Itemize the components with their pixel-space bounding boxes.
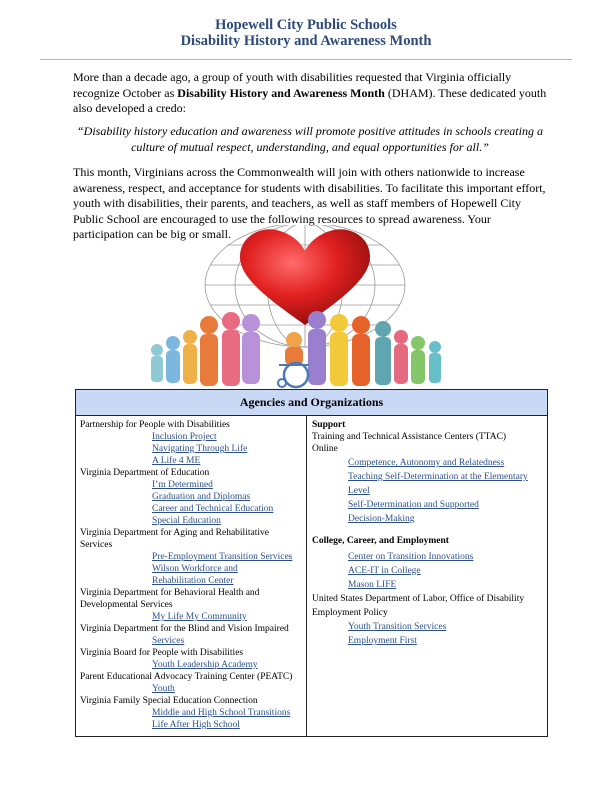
org-label: Virginia Department for Behavioral Health and xyxy=(80,588,260,598)
title-divider xyxy=(40,59,572,60)
org-label: Virginia Board for People with Disabilities xyxy=(80,648,244,658)
resource-link[interactable]: Pre-Employment Transition Services xyxy=(152,552,293,562)
org-label: Services xyxy=(80,540,113,550)
resource-link[interactable]: Special Education xyxy=(152,516,221,526)
org-label: Online xyxy=(312,444,338,454)
wheelchair-user-icon xyxy=(278,332,309,387)
resource-link[interactable]: Center on Transition Innovations xyxy=(348,552,474,562)
section-heading: College, Career, and Employment xyxy=(312,536,449,546)
agencies-right-column xyxy=(312,419,544,647)
resource-link[interactable]: Middle and High School Transitions xyxy=(152,708,291,718)
heart-people-illustration xyxy=(145,225,465,390)
credo-quote: “Disability history education and awareness will promote positive attitudes in schools creating a culture of mutual respect, understanding, and equal opportunities for all.” xyxy=(77,124,543,154)
org-label: Employment Policy xyxy=(312,608,388,618)
resource-link[interactable]: Services xyxy=(152,636,185,646)
resource-link[interactable]: A Life 4 ME xyxy=(152,456,201,466)
resource-link[interactable]: Youth Transition Services xyxy=(348,622,447,632)
resource-link[interactable]: My Life My Community xyxy=(152,612,247,622)
resource-link[interactable]: I’m Determined xyxy=(152,480,213,490)
resource-link[interactable]: Decision-Making xyxy=(348,514,415,524)
org-label: Parent Educational Advocacy Training Center (PEATC) xyxy=(80,672,293,682)
org-label: Training and Technical Assistance Centers (TTAC) xyxy=(312,432,507,442)
org-label: United States Department of Labor, Office of Disability xyxy=(312,594,525,604)
org-label: Virginia Department of Education xyxy=(80,468,210,478)
resource-link[interactable]: Life After High School xyxy=(152,720,240,730)
resource-link[interactable]: Wilson Workforce and xyxy=(152,564,238,574)
resource-link[interactable]: Youth xyxy=(152,684,175,694)
resource-link[interactable]: Employment First xyxy=(348,636,417,646)
agencies-left-column xyxy=(80,419,304,731)
intro-bold-text: Disability History and Awareness Month xyxy=(177,85,385,100)
resource-link[interactable]: Teaching Self-Determination at the Elementary xyxy=(348,472,528,482)
resource-link[interactable]: Career and Technical Education xyxy=(152,504,274,514)
intro-text-2: (DHAM). These dedicated youth also developed a credo: xyxy=(73,85,547,115)
resource-link[interactable]: Self-Determination and Supported xyxy=(348,500,479,510)
resource-link[interactable]: Level xyxy=(348,486,370,496)
resource-link[interactable]: Youth Leadership Academy xyxy=(152,660,258,670)
column-divider xyxy=(306,416,307,737)
resource-link[interactable]: Inclusion Project xyxy=(152,432,217,442)
org-label: Virginia Department for Aging and Rehabilitative xyxy=(80,528,269,538)
resource-link[interactable]: Graduation and Diplomas xyxy=(152,492,251,502)
intro-paragraph xyxy=(73,70,548,117)
page-title: Hopewell City Public Schools xyxy=(215,17,397,33)
agencies-table xyxy=(75,389,548,737)
resource-link[interactable]: Competence, Autonomy and Relatedness xyxy=(348,458,505,468)
org-label: Virginia Family Special Education Connection xyxy=(80,696,258,706)
intro-text-1: More than a decade ago, a group of youth with disabilities requested that Virginia officially recognize October as xyxy=(73,70,512,100)
body-paragraph: This month, Virginians across the Commonwealth will join with others nationwide to increase awareness, respect, and acceptance for students with disabilities. To facilitate this important effort, youth with disabilities, their parents, and teachers, as well as staff members of Hopewell City Public School are encouraged to use the following resources to spread awareness. Your participation can be big or small. xyxy=(73,165,546,241)
org-label: Virginia Department for the Blind and Vision Impaired xyxy=(80,624,289,634)
agencies-table-header: Agencies and Organizations xyxy=(76,390,547,416)
resource-link[interactable]: Navigating Through Life xyxy=(152,444,248,454)
resource-link[interactable]: Rehabilitation Center xyxy=(152,576,234,586)
org-label: Partnership for People with Disabilities xyxy=(80,420,230,430)
page-subtitle: Disability History and Awareness Month xyxy=(180,33,432,49)
resource-link[interactable]: ACE-IT in College xyxy=(348,566,421,576)
resource-link[interactable]: Mason LIFE xyxy=(348,580,397,590)
section-heading: Support xyxy=(312,420,346,430)
org-label: Developmental Services xyxy=(80,600,173,610)
